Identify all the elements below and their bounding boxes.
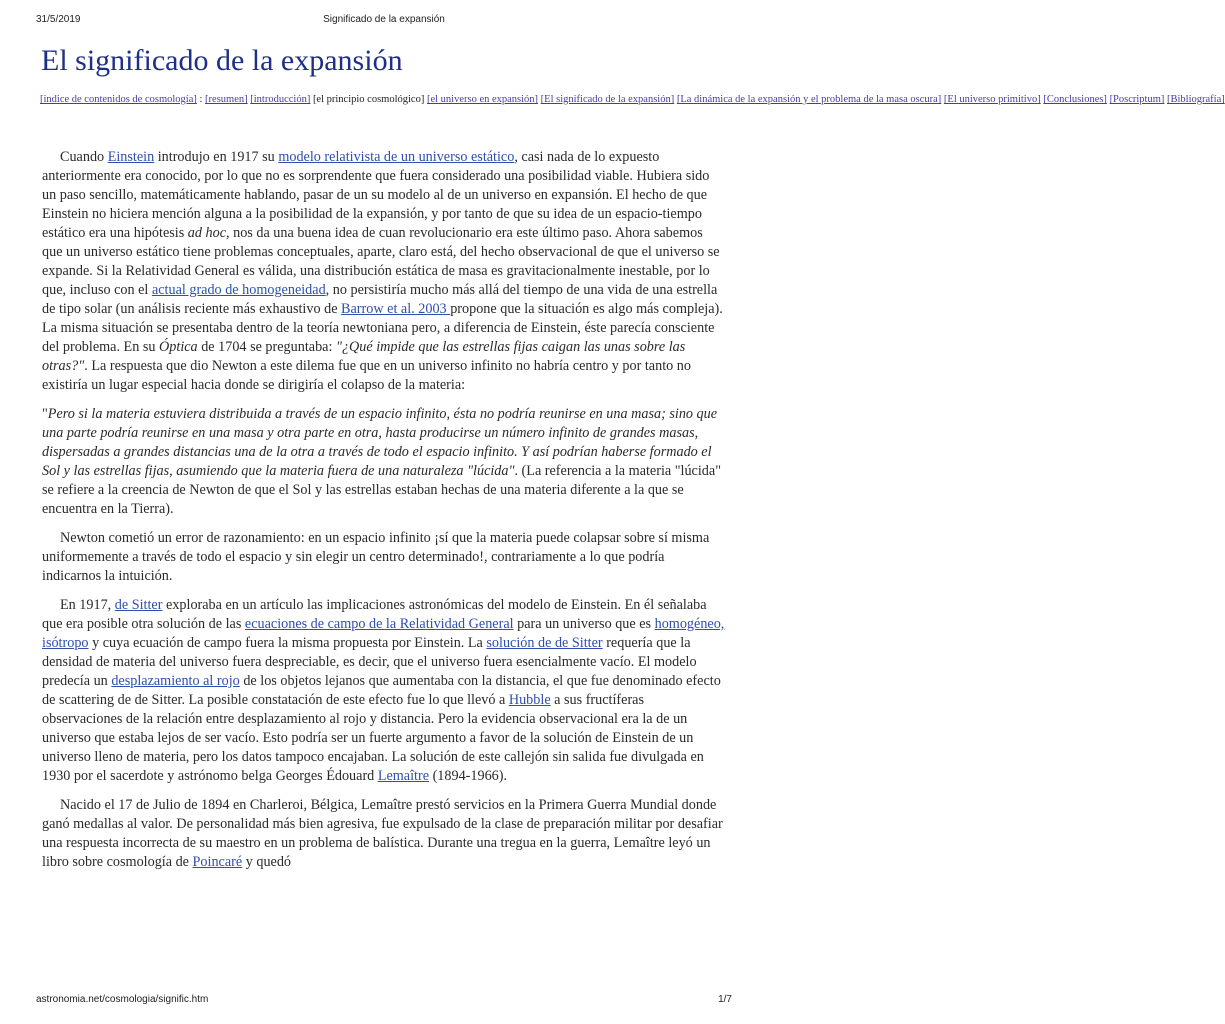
print-footer: [36, 994, 732, 1010]
body-text: a sus fructíferas observaciones de la relación entre desplazamiento al rojo y distancia. Pero la evidencia observacional era la de un universo que estaba lejos de ser vacío. Esto podría ser un fuerte argumento a favor de la solución de Einstein de un universo lleno de materia, pero los datos tampoco encajaban. La solución de este callejón sin salida fue divulgada en 1930 por el sacerdote y astrónomo belga Georges Édouard: [42, 692, 704, 784]
nav-link-la-dinamica-de-la-expansion-y-el-problem[interactable]: [La dinámica de la expansión y el problema de la masa oscura]: [676, 94, 942, 105]
body-text: introdujo en 1917 su: [154, 149, 279, 165]
page-number: 1/7: [718, 994, 732, 1005]
body-text: (1894-1966).: [429, 768, 508, 784]
body-text: Newton cometió un error de razonamiento: en un espacio infinito ¡sí que la materia puede colapsar sobre sí misma uniformemente a través de todo el espacio y sin elegir un centro determinado!, contrariamente a lo que podría indicarnos la intuición.: [42, 530, 710, 584]
italic-text: "¿Qué impide que las estrellas fijas caigan las unas sobre las otras?": [42, 339, 686, 374]
nav-link-el-universo-primitivo[interactable]: [El universo primitivo]: [943, 94, 1041, 105]
body-text: de 1704 se preguntaba:: [197, 339, 336, 355]
link-de-sitter[interactable]: de Sitter: [114, 597, 163, 613]
body-text: de los objetos lejanos que aumentaba con la distancia, el que fue denominado efecto de scattering de de Sitter. La posible constatación de este efecto fue lo que llevó a: [42, 673, 721, 708]
nav-separator: :: [196, 94, 206, 105]
nav-link-poscriptum[interactable]: [Poscriptum]: [1109, 94, 1165, 105]
nav-separator: [el principio cosmológico]: [310, 94, 427, 105]
italic-text: ad hoc: [187, 225, 227, 241]
body-text: . La respuesta que dio Newton a este dilema fue que en un universo infinito no habría centro y por tanto no existiría un lugar especial hacia donde se dirigiría el colapso de la materia:: [42, 358, 691, 393]
body-text: y cuya ecuación de campo fuera la misma propuesta por Einstein. La: [88, 635, 487, 651]
link-poincare[interactable]: Poincaré: [192, 854, 243, 870]
link-solucion-de-de-sitter[interactable]: solución de de Sitter: [486, 635, 603, 651]
nav-link-bibliografia[interactable]: [Bibliografía]: [1167, 94, 1225, 105]
body-text: . (La referencia a la materia "lúcida" se refiere a la creencia de Newton de que el Sol y las estrellas estaban hechas de una materia diferente a la que se encuentra en la Tierra).: [42, 463, 721, 517]
body-text: exploraba en un artículo las implicaciones astronómicas del modelo de Einstein. En él señalaba que era posible otra solución de las: [42, 597, 707, 632]
link-hubble[interactable]: Hubble: [508, 692, 551, 708]
nav-link-resumen[interactable]: [resumen]: [205, 94, 248, 105]
italic-text: Pero si la materia estuviera distribuida a través de un espacio infinito, ésta no podría reunirse en una masa; sino que una parte podría reunirse en una masa y otra parte en otra, hasta producirse un número infinito de grandes masas, dispersadas a grandes distancias una de la otra a través de todo el espacio infinito. Y así podrían haberse formado el Sol y las estrellas fijas, asumiendo que la materia fuera de una naturaleza "lúcida": [42, 406, 718, 479]
page-url: astronomia.net/cosmologia/signific.htm: [36, 994, 209, 1005]
body-text: y quedó: [242, 854, 292, 870]
body-text: Cuando: [60, 149, 108, 165]
link-actual-grado-de-homogeneidad[interactable]: actual grado de homogeneidad: [151, 282, 326, 298]
nav-link-el-significado-de-la-expansion[interactable]: [El significado de la expansión]: [540, 94, 675, 105]
nav-link-introduccion[interactable]: [introducción]: [250, 94, 311, 105]
body-text: requería que la densidad de materia del universo fuera despreciable, es decir, que el universo fuera esencialmente vacío. El modelo predecía un: [42, 635, 697, 689]
body-text: ": [42, 406, 48, 422]
link-lemaitre[interactable]: Lemaître: [377, 768, 430, 784]
body-text: propone que la situación es algo más compleja). La misma situación se presentaba dentro de la teoría newtoniana pero, a diferencia de Einstein, éste parecía consciente del problema. En su: [42, 301, 723, 355]
link-barrow-et-al-2003[interactable]: Barrow et al. 2003: [341, 301, 451, 317]
print-page-title: Significado de la expansión: [323, 14, 445, 25]
body-text: , casi nada de lo expuesto anteriormente era conocido, por lo que no es sorprendente que fuera considerado una posibilidad viable. Hubiera sido un paso sencillo, matemáticamente hablando, pasar de un su modelo al de un universo en expansión. El hecho de que Einstein no hiciera mención alguna a la posibilidad de la expansión, y por tanto de que su idea de un espacio-tiempo estático era una hipótesis: [42, 149, 710, 241]
article-paragraph: [42, 529, 726, 586]
section-navigation: [40, 92, 1225, 108]
link-einstein[interactable]: Einstein: [107, 149, 155, 165]
italic-text: Óptica: [159, 339, 198, 355]
nav-link-el-universo-en-expansion[interactable]: [el universo en expansión]: [426, 94, 539, 105]
page-title: El significado de la expansión: [41, 44, 403, 77]
body-text: , nos da una buena idea de cuan revolucionario era este último paso. Ahora sabemos que un universo estático tiene problemas conceptuales, aparte, claro está, del hecho observacional de que el universo se expande. Si la Relatividad General es válida, una distribución estática de masa es gravitacionalmente inestable, por lo que, incluso con el: [42, 225, 720, 298]
print-date: 31/5/2019: [36, 14, 81, 25]
link-ecuaciones-de-campo-de-la-relatividad-ge[interactable]: ecuaciones de campo de la Relatividad General: [244, 616, 514, 632]
body-text: , no persistiría mucho más allá del tiempo de una vida de una estrella de tipo solar (un análisis reciente más exhaustivo de: [42, 282, 718, 317]
article-paragraph: [42, 796, 726, 872]
body-text: para un universo que es: [513, 616, 655, 632]
nav-link-indice-de-contenidos-de-cosmologia[interactable]: [indice de contenidos de cosmología]: [40, 94, 197, 105]
body-text: Nacido el 17 de Julio de 1894 en Charleroi, Bélgica, Lemaître prestó servicios en la Primera Guerra Mundial donde ganó medallas al valor. De personalidad más bien agresiva, fue expulsado de la clase de preparación militar por desafiar una respuesta incorrecta de su maestro en un problema de balística. Durante una tregua en la guerra, Lemaître leyó un libro sobre cosmología de: [42, 797, 723, 870]
article-body: [42, 148, 726, 882]
link-homogeneo-isotropo[interactable]: homogéneo, isótropo: [42, 616, 725, 651]
link-modelo-relativista-de-un-universo-estati[interactable]: modelo relativista de un universo estático: [278, 149, 515, 165]
article-paragraph: [42, 148, 726, 395]
body-text: En 1917,: [60, 597, 115, 613]
link-desplazamiento-al-rojo[interactable]: desplazamiento al rojo: [111, 673, 240, 689]
article-paragraph: [42, 596, 726, 786]
nav-link-conclusiones[interactable]: [Conclusiones]: [1043, 94, 1107, 105]
print-header: [36, 14, 732, 30]
newton-quote-paragraph: [42, 405, 726, 519]
